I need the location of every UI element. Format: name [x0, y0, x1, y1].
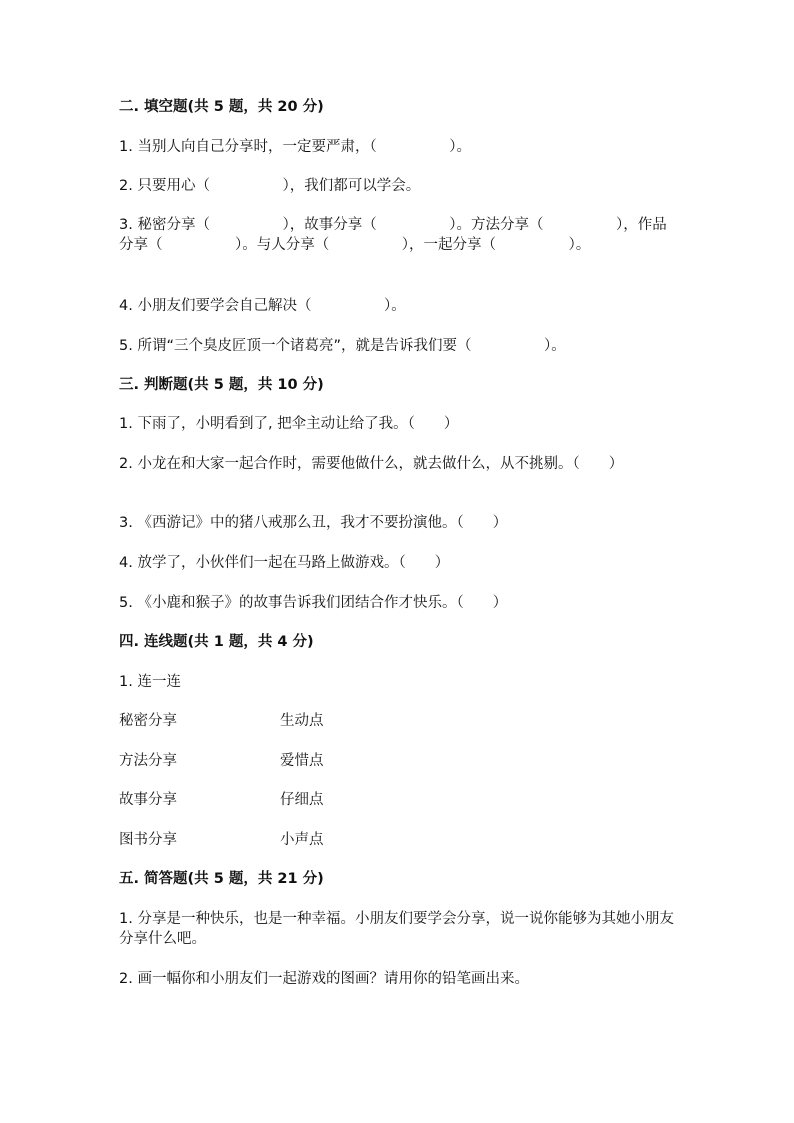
match-right-item: 生动点: [280, 713, 324, 729]
judge-question-1: 1. 下雨了，小明看到了, 把伞主动让给了我。（ ）: [119, 416, 459, 432]
judge-question-5: 5. 《小鹿和猴子》的故事告诉我们团结合作才快乐。（ ）: [119, 595, 508, 611]
match-right-item: 仔细点: [280, 792, 324, 808]
section-heading-fill-blank: 二. 填空题(共 5 题，共 20 分): [119, 99, 324, 115]
fill-question-2: 2. 只要用心（ ），我们都可以学会。: [119, 178, 421, 194]
match-left-item: 秘密分享: [119, 713, 177, 729]
judge-question-4: 4. 放学了，小伙伴们一起在马路上做游戏。（ ）: [119, 555, 450, 571]
judge-question-3: 3. 《西游记》中的猪八戒那么丑，我才不要扮演他。（ ）: [119, 515, 508, 531]
fill-question-3: 3. 秘密分享（ ），故事分享（ ）。方法分享（ ），作品分享（ ）。与人分享（ ），一起分享（ ）。: [119, 217, 667, 253]
match-left-item: 方法分享: [119, 753, 177, 769]
section-heading-true-false: 三. 判断题(共 5 题，共 10 分): [119, 377, 324, 393]
match-left-item: 故事分享: [119, 792, 177, 808]
section-heading-matching: 四. 连线题(共 1 题，共 4 分): [119, 634, 314, 650]
fill-question-5: 5. 所谓“三个臭皮匠顶一个诸葛亮”，就是告诉我们要（ ）。: [119, 338, 566, 354]
match-left-item: 图书分享: [119, 832, 177, 848]
match-right-item: 爱惜点: [280, 753, 324, 769]
match-question-1: 1. 连一连: [119, 674, 181, 690]
short-question-1: 1. 分享是一种快乐，也是一种幸福。小朋友们要学会分享，说一说你能够为其她小朋友分享什么吧。: [119, 911, 674, 947]
fill-question-4: 4. 小朋友们要学会自己解决（ ）。: [119, 298, 406, 314]
match-right-item: 小声点: [280, 832, 324, 848]
judge-question-2: 2. 小龙在和大家一起合作时，需要他做什么，就去做什么，从不挑剔。（ ）: [119, 456, 624, 472]
section-heading-short-answer: 五. 简答题(共 5 题，共 21 分): [119, 871, 324, 887]
fill-question-1: 1. 当别人向自己分享时，一定要严肃，（ ）。: [119, 139, 471, 155]
short-question-2: 2. 画一幅你和小朋友们一起游戏的图画？请用你的铅笔画出来。: [119, 971, 529, 987]
